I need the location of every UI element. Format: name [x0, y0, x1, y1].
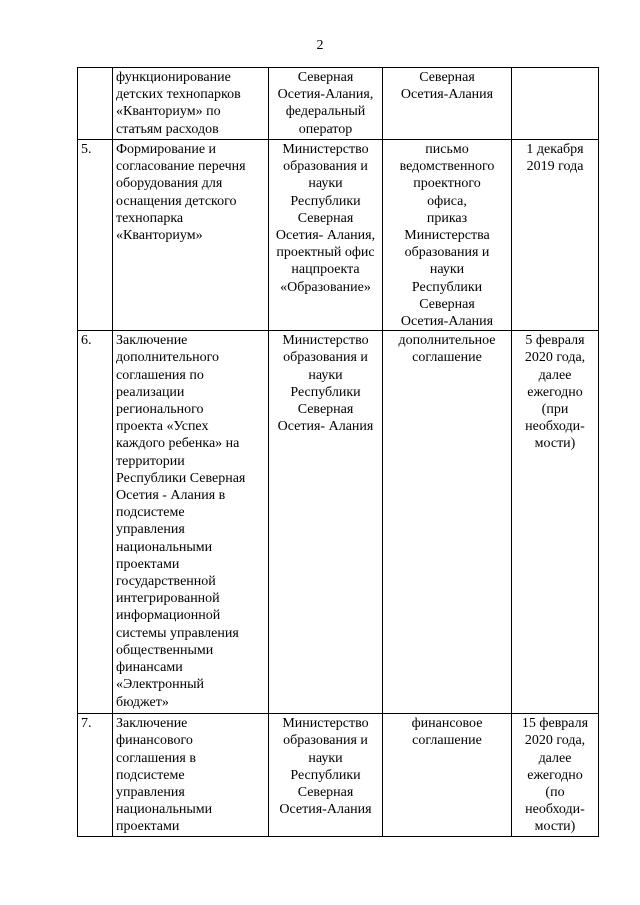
- cell-line: общественными: [116, 642, 214, 658]
- cell-line: 15 февраля: [521, 716, 589, 732]
- deadline-cell: [512, 714, 599, 836]
- cell-line: информационной: [116, 608, 221, 624]
- responsible-cell: [269, 714, 383, 836]
- cell-line: (по: [545, 785, 565, 801]
- cell-line: письмо: [425, 142, 469, 157]
- document-type-cell: [383, 331, 512, 714]
- responsible-cell: [269, 140, 383, 331]
- cell-line: национальными: [116, 802, 213, 818]
- cell-line: финансами: [116, 660, 183, 676]
- cell-line: Заключение: [116, 333, 188, 349]
- cell-line: Министерства: [404, 228, 490, 244]
- table-row: [78, 68, 599, 140]
- cell-line: Северная: [297, 402, 354, 418]
- cell-line: соглашения в: [116, 750, 196, 766]
- cell-line: науки: [429, 262, 465, 278]
- cell-line: финансовое: [411, 716, 483, 732]
- cell-line: «Образование»: [280, 279, 371, 295]
- cell-line: соглашения по: [116, 367, 204, 383]
- cell-line: подсистеме: [116, 505, 185, 521]
- cell-line: управления: [116, 785, 185, 801]
- deadline-cell: [512, 331, 599, 714]
- cell-line: ежегодно: [527, 384, 583, 400]
- cell-line: 2019 года: [526, 159, 584, 175]
- cell-line: науки: [308, 367, 343, 383]
- cell-line: государственной: [116, 574, 216, 590]
- plan-table: [77, 67, 599, 837]
- cell-line: Осетия-Алания: [400, 87, 494, 103]
- row-number-cell: 5.: [78, 140, 113, 331]
- cell-line: необходи-: [525, 419, 585, 435]
- cell-line: далее: [538, 367, 572, 383]
- cell-line: национальными: [116, 539, 213, 555]
- cell-line: нацпроекта: [291, 262, 360, 278]
- cell-line: интегрированной: [116, 591, 220, 607]
- row-number-cell: 7.: [78, 714, 113, 836]
- task-name-cell: [113, 68, 269, 140]
- cell-line: Министерство: [282, 716, 369, 732]
- cell-line: Осетия- Алания,: [275, 228, 376, 244]
- cell-line: Осетия- Алания: [277, 419, 374, 435]
- cell-line: приказ: [426, 210, 468, 226]
- cell-line: соглашение: [412, 350, 482, 366]
- cell-line: проекта «Успех: [116, 419, 209, 435]
- cell-line: Северная: [297, 210, 354, 226]
- cell-line: Северная: [419, 70, 475, 85]
- task-name-cell: [113, 714, 269, 836]
- cell-line: Заключение: [116, 716, 188, 732]
- cell-line: Северная: [297, 785, 354, 801]
- cell-line: согласование перечня: [116, 159, 246, 175]
- cell-line: проектами: [116, 819, 180, 835]
- cell-line: оборудования для: [116, 176, 223, 192]
- cell-line: ежегодно: [527, 767, 583, 783]
- cell-line: федеральный: [285, 104, 366, 120]
- cell-line: статьям расходов: [116, 121, 219, 137]
- cell-line: Республики: [290, 767, 361, 783]
- cell-line: Министерство: [282, 142, 369, 157]
- cell-line: дополнительное: [398, 333, 496, 349]
- cell-line: территории: [116, 453, 185, 469]
- document-type-cell: [383, 140, 512, 331]
- cell-line: науки: [308, 176, 343, 192]
- deadline-cell: [512, 68, 599, 140]
- cell-line: финансового: [116, 733, 193, 749]
- cell-line: мости): [534, 819, 576, 835]
- cell-line: Северная: [419, 296, 475, 312]
- cell-line: Республики: [411, 279, 483, 295]
- cell-line: дополнительного: [116, 350, 219, 366]
- table-row: [78, 331, 599, 714]
- cell-line: образования и: [283, 159, 368, 175]
- cell-line: далее: [538, 750, 572, 766]
- deadline-cell: [512, 140, 599, 331]
- cell-line: функционирование: [116, 70, 231, 85]
- task-name-cell: [113, 140, 269, 331]
- cell-line: соглашение: [412, 733, 482, 749]
- cell-line: детских технопарков: [116, 87, 241, 103]
- cell-line: Республики: [290, 384, 361, 400]
- cell-line: 1 декабря: [526, 142, 584, 157]
- cell-line: Министерство: [282, 333, 369, 349]
- cell-line: ведомственного: [399, 159, 495, 175]
- cell-line: оператор: [298, 121, 353, 137]
- cell-line: образования и: [404, 245, 490, 261]
- cell-line: образования и: [283, 350, 368, 366]
- table-row: [78, 714, 599, 836]
- cell-line: проектами: [116, 556, 180, 572]
- row-number-cell: 6.: [78, 331, 113, 714]
- cell-line: офиса,: [427, 193, 467, 209]
- cell-line: каждого ребенка» на: [116, 436, 240, 452]
- cell-line: технопарка: [116, 210, 184, 226]
- cell-line: Осетия - Алания в: [116, 488, 226, 504]
- cell-line: «Электронный: [116, 677, 205, 693]
- cell-line: оснащения детского: [116, 193, 237, 209]
- cell-line: Северная: [297, 70, 354, 85]
- task-name-cell: [113, 331, 269, 714]
- cell-line: Осетия-Алания: [279, 802, 372, 818]
- cell-line: Осетия-Алания,: [277, 87, 374, 103]
- responsible-cell: [269, 68, 383, 140]
- cell-line: Формирование и: [116, 142, 217, 157]
- cell-line: «Кванториум» по: [116, 104, 221, 120]
- responsible-cell: [269, 331, 383, 714]
- cell-line: образования и: [283, 733, 368, 749]
- cell-line: проектного: [413, 176, 481, 192]
- cell-line: 2020 года,: [524, 350, 586, 366]
- cell-line: системы управления: [116, 625, 239, 641]
- cell-line: подсистеме: [116, 767, 185, 783]
- cell-line: Республики: [290, 193, 361, 209]
- cell-line: мости): [534, 436, 576, 452]
- cell-line: «Кванториум»: [116, 228, 203, 244]
- cell-line: бюджет»: [116, 694, 169, 710]
- cell-line: реализации: [116, 384, 185, 400]
- document-type-cell: [383, 714, 512, 836]
- cell-line: необходи-: [525, 802, 585, 818]
- cell-line: Осетия-Алания: [400, 314, 494, 330]
- cell-line: проектный офис: [276, 245, 375, 261]
- cell-line: (при: [541, 402, 569, 418]
- document-type-cell: [383, 68, 512, 140]
- cell-line: Республики Северная: [116, 470, 246, 486]
- table-row: [78, 140, 599, 331]
- row-number-cell: [78, 68, 113, 140]
- cell-line: регионального: [116, 402, 204, 418]
- page-number: 2: [316, 38, 324, 53]
- cell-line: управления: [116, 522, 185, 538]
- cell-line: 2020 года,: [524, 733, 586, 749]
- cell-line: 5 февраля: [525, 333, 585, 349]
- cell-line: науки: [308, 750, 343, 766]
